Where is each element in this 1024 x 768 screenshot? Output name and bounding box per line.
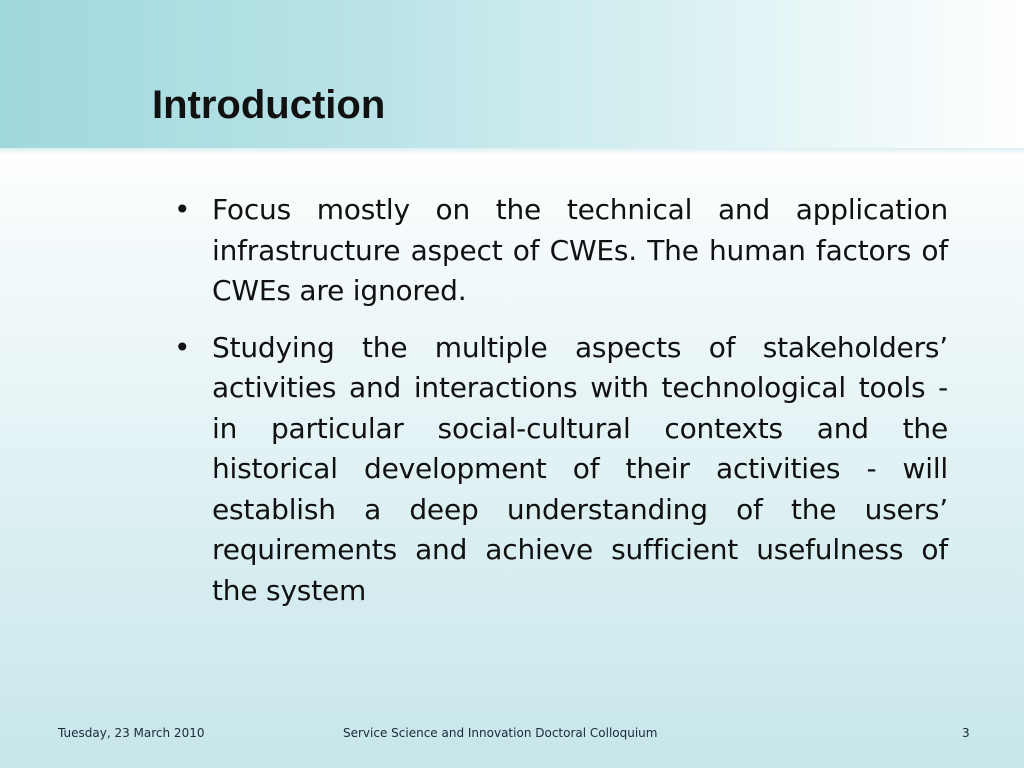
bullet-item: [168, 190, 948, 312]
slide-title: Introduction: [152, 83, 386, 127]
bullet-item: [168, 328, 948, 612]
bullet-text: Studying the multiple aspects of stakeholders’ activities and interactions with technological tools - in particular social-cultural contexts and the historical development of their activities - will establish a deep understanding of the users’ requirements and achieve sufficient usefulness of the system: [212, 330, 948, 607]
page-number: 3: [962, 726, 970, 740]
bullet-text: Focus mostly on the technical and application infrastructure aspect of CWEs. The human factors of CWEs are ignored.: [212, 193, 948, 307]
footer-event-title: Service Science and Innovation Doctoral Colloquium: [343, 726, 658, 740]
bullet-list: [168, 190, 948, 627]
slide-footer: [0, 724, 1024, 744]
footer-date: Tuesday, 23 March 2010: [58, 726, 205, 740]
bullet-marker: •: [174, 193, 191, 226]
bullet-marker: •: [174, 330, 191, 364]
